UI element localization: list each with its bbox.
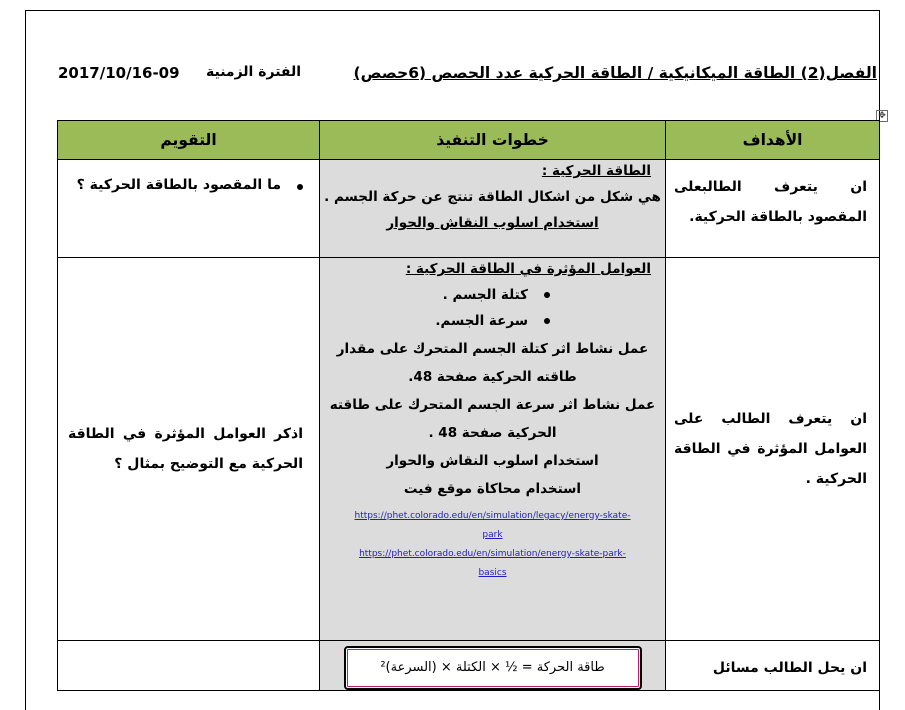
- header-goals: الأهداف: [666, 121, 880, 160]
- activity-line: طاقته الحركية صفحة 48.: [408, 369, 577, 385]
- table-row: [58, 641, 880, 691]
- bullet-icon: [544, 292, 550, 298]
- link-text[interactable]: https://phet.colorado.edu/en/simulation/legacy/energy-skate-: [354, 511, 631, 521]
- goal-cell: [666, 160, 880, 258]
- goal-cell: [666, 641, 880, 691]
- evaluation-text: ما المقصود بالطاقة الحركية ؟: [76, 177, 281, 193]
- list-item: [320, 313, 665, 329]
- goal-text: ان يتعرف الطالبعلى المقصود بالطاقة الحركية.: [674, 179, 867, 225]
- simulation-link-2[interactable]: [320, 545, 665, 583]
- list-item: [320, 287, 665, 303]
- method-line: استخدام محاكاة موقع فيت: [403, 481, 582, 497]
- method-line: استخدام اسلوب النقاش والحوار: [386, 453, 599, 469]
- goal-text: ان يتعرف الطالب على العوامل المؤثرة في الطاقة الحركية .: [674, 411, 867, 487]
- activity-line: عمل نشاط اثر كتلة الجسم المتحرك على مقدار: [336, 341, 649, 357]
- header-steps: خطوات التنفيذ: [320, 121, 666, 160]
- lesson-plan-table: [57, 120, 880, 691]
- link-text[interactable]: basics: [478, 568, 507, 578]
- period-label: الفترة الزمنية: [206, 64, 302, 80]
- list-item-text: كتلة الجسم .: [442, 287, 528, 303]
- activity-line: عمل نشاط اثر سرعة الجسم المتحرك على طاقته: [329, 397, 656, 413]
- simulation-link-1[interactable]: [320, 507, 665, 545]
- steps-line: هي شكل من اشكال الطاقة تنتج عن حركة الجسم .: [324, 189, 661, 205]
- list-item-text: سرعة الجسم.: [435, 313, 528, 329]
- period-date: 2017/10/16-09: [58, 64, 180, 82]
- bullet-icon: [544, 318, 550, 324]
- bullet-icon: [297, 184, 303, 190]
- steps-heading: العوامل المؤثرة في الطاقة الحركية :: [405, 261, 651, 277]
- evaluation-cell: [58, 641, 320, 691]
- steps-cell: [320, 258, 666, 641]
- table-row: [58, 258, 880, 641]
- link-text[interactable]: https://phet.colorado.edu/en/simulation/energy-skate-park-: [359, 549, 626, 559]
- evaluation-text: اذكر العوامل المؤثرة في الطاقة الحركية مع التوضيح بمثال ؟: [68, 426, 303, 472]
- goal-text: ان يحل الطالب مسائل: [712, 660, 867, 676]
- table-header-row: [58, 121, 880, 160]
- table-move-icon[interactable]: ✥: [876, 110, 888, 122]
- kinetic-energy-formula: طاقة الحركة = ½ × الكتلة × (السرعة)²: [344, 646, 642, 690]
- table-row: [58, 160, 880, 258]
- evaluation-cell: [58, 258, 320, 641]
- evaluation-cell: [58, 160, 320, 258]
- steps-method: استخدام اسلوب النقاش والحوار: [386, 215, 599, 231]
- activity-line: الحركية صفحة 48 .: [428, 425, 557, 441]
- link-text[interactable]: park: [482, 530, 503, 540]
- header-evaluation: التقويم: [58, 121, 320, 160]
- steps-cell: [320, 160, 666, 258]
- evaluation-item: [58, 160, 319, 200]
- steps-heading: الطاقة الحركية :: [541, 163, 651, 179]
- steps-cell: [320, 641, 666, 691]
- goal-cell: [666, 258, 880, 641]
- chapter-title: الفصل(2) الطاقة الميكانيكية / الطاقة الحركية عدد الحصص (6حصص): [353, 64, 877, 82]
